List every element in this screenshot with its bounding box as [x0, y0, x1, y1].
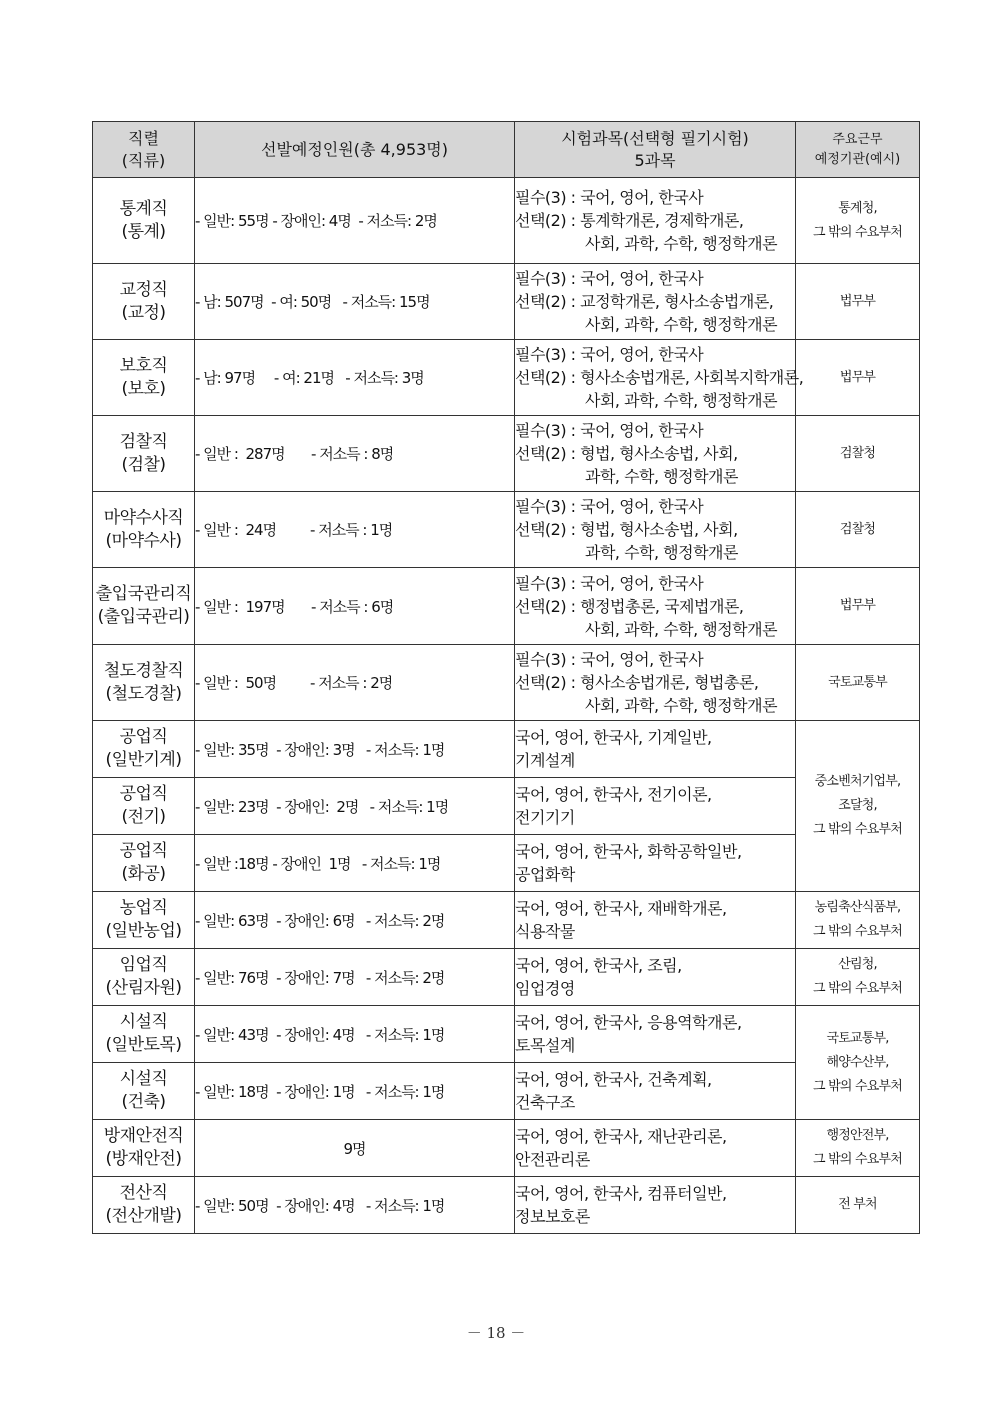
header-job-series-line1: 직렬: [128, 128, 159, 148]
job-series-text: (보호): [121, 378, 166, 399]
job-series-text: 보호직: [119, 355, 168, 376]
table-row: [93, 568, 920, 645]
agency-text: 국토교통부: [828, 674, 887, 690]
agency-text: 법무부: [839, 293, 876, 309]
subject-line: 토목설계: [515, 1036, 575, 1055]
subject-line: 필수(3) : 국어, 영어, 한국사: [515, 421, 704, 440]
agency-text: 전 부처: [838, 1197, 877, 1212]
quota-cell: - 일반: 63명 - 장애인: 6명 - 저소득: 2명: [195, 892, 515, 949]
agency-cell: [796, 1120, 920, 1177]
subjects-cell: [515, 892, 796, 949]
job-series-text: (일반기계): [105, 750, 182, 770]
subject-line: 필수(3) : 국어, 영어, 한국사: [515, 345, 704, 364]
job-series-text: 교정직: [119, 279, 168, 300]
agency-cell: [796, 340, 920, 416]
job-series-text: 공업직: [119, 727, 168, 747]
subject-line: 국어, 영어, 한국사, 컴퓨터일반,: [515, 1184, 727, 1203]
subject-line: 사회, 과학, 수학, 행정학개론: [585, 391, 778, 410]
agency-text: 중소벤처기업부,: [814, 774, 901, 789]
table-row: [93, 178, 920, 264]
header-quota: [195, 122, 515, 178]
agency-cell: [796, 416, 920, 492]
table-row: [93, 949, 920, 1006]
agency-text: 그 밖의 수요부처: [813, 981, 902, 996]
quota-cell: - 일반 : 287명 - 저소득 : 8명: [195, 416, 515, 492]
header-subjects-line2: 5과목: [634, 150, 676, 170]
job-series-text: 방재안전직: [103, 1126, 184, 1146]
subjects-cell: [515, 1006, 796, 1063]
subject-line: 정보보호론: [515, 1207, 590, 1226]
agency-text: 법무부: [839, 598, 876, 613]
agency-cell: [796, 492, 920, 568]
job-series-text: (출입국관리): [97, 607, 190, 627]
subject-line: 기계설계: [515, 751, 575, 770]
subjects-cell: [515, 645, 796, 721]
agency-cell: [796, 1177, 920, 1234]
agency-text: 조달청,: [838, 798, 877, 813]
job-series-text: (일반농업): [105, 921, 182, 941]
subject-line: 선택(2) : 통계학개론, 경제학개론,: [515, 211, 744, 230]
agency-text: 법무부: [839, 369, 876, 385]
job-series-cell: [93, 1006, 195, 1063]
agency-text: 그 밖의 수요부처: [813, 822, 902, 837]
subject-line: 안전관리론: [515, 1150, 590, 1169]
agency-text: 그 밖의 수요부처: [813, 1078, 902, 1094]
agency-text: 해양수산부,: [826, 1054, 889, 1070]
job-series-text: 시설직: [119, 1069, 168, 1089]
header-job-series-line2: (직류): [121, 150, 166, 170]
subjects-cell: [515, 949, 796, 1006]
table-body: [93, 178, 920, 1234]
job-series-text: (일반토목): [105, 1035, 182, 1055]
agency-text: 통계청,: [838, 200, 877, 216]
job-series-cell: [93, 949, 195, 1006]
quota-cell: 9명: [195, 1120, 515, 1177]
quota-cell: - 남: 97명 - 여: 21명 - 저소득: 3명: [195, 340, 515, 416]
header-agency-line1: 주요근무: [832, 131, 883, 147]
table-row: [93, 1177, 920, 1234]
job-series-cell: [93, 645, 195, 721]
job-series-cell: [93, 568, 195, 645]
job-series-text: 공업직: [119, 784, 168, 804]
agency-text: 그 밖의 수요부처: [813, 224, 902, 240]
subject-line: 사회, 과학, 수학, 행정학개론: [585, 619, 778, 639]
subject-line: 국어, 영어, 한국사, 조림,: [515, 956, 682, 975]
job-series-text: (전산개발): [105, 1206, 182, 1226]
job-series-text: (전기): [121, 807, 166, 827]
header-quota-label: 선발예정인원(총 4,953명): [260, 139, 449, 159]
agency-cell: [796, 178, 920, 264]
job-series-cell: [93, 1063, 195, 1120]
subject-line: 국어, 영어, 한국사, 재난관리론,: [515, 1127, 727, 1146]
quota-cell: - 일반: 55명 - 장애인: 4명 - 저소득: 2명: [195, 178, 515, 264]
agency-text: 행정안전부,: [826, 1128, 889, 1143]
subjects-cell: [515, 492, 796, 568]
subjects-cell: [515, 178, 796, 264]
table-row: [93, 492, 920, 568]
subject-line: 선택(2) : 형법, 형사소송법, 사회,: [515, 520, 738, 539]
agency-cell: [796, 892, 920, 949]
job-series-cell: [93, 892, 195, 949]
agency-text: 농림축산식품부,: [814, 900, 901, 915]
job-series-cell: [93, 778, 195, 835]
subjects-cell: [515, 1063, 796, 1120]
subject-line: 필수(3) : 국어, 영어, 한국사: [515, 650, 704, 669]
subject-line: 국어, 영어, 한국사, 응용역학개론,: [515, 1013, 742, 1032]
subject-line: 국어, 영어, 한국사, 재배학개론,: [515, 899, 727, 918]
subjects-cell: [515, 264, 796, 340]
subject-line: 공업화학: [515, 865, 575, 884]
table-row: [93, 645, 920, 721]
subject-line: 전기기기: [515, 808, 575, 827]
job-series-text: 농업직: [119, 898, 168, 918]
subject-line: 선택(2) : 형법, 형사소송법, 사회,: [515, 444, 738, 463]
subject-line: 필수(3) : 국어, 영어, 한국사: [515, 269, 704, 288]
subject-line: 과학, 수학, 행정학개론: [585, 467, 738, 486]
subjects-cell: [515, 778, 796, 835]
table-row: [93, 778, 920, 835]
quota-cell: - 일반: 43명 - 장애인: 4명 - 저소득: 1명: [195, 1006, 515, 1063]
job-series-text: (건축): [121, 1092, 166, 1112]
job-series-cell: [93, 1120, 195, 1177]
subject-line: 필수(3) : 국어, 영어, 한국사: [515, 497, 704, 516]
subject-line: 선택(2) : 교정학개론, 형사소송법개론,: [515, 292, 774, 311]
job-series-text: 마약수사직: [103, 507, 184, 528]
quota-cell: - 일반 : 24명 - 저소득 : 1명: [195, 492, 515, 568]
quota-cell: - 일반: 23명 - 장애인: 2명 - 저소득: 1명: [195, 778, 515, 835]
job-series-text: (교정): [121, 302, 166, 323]
job-series-text: (마약수사): [105, 530, 182, 551]
agency-text: 그 밖의 수요부처: [813, 924, 902, 939]
subjects-cell: [515, 835, 796, 892]
page-number: － 18 －: [466, 1324, 526, 1342]
subjects-cell: [515, 1120, 796, 1177]
quota-cell: - 일반: 76명 - 장애인: 7명 - 저소득: 2명: [195, 949, 515, 1006]
agency-text: 국토교통부,: [826, 1030, 889, 1046]
agency-cell: [796, 1006, 920, 1120]
job-series-text: (방재안전): [105, 1149, 182, 1169]
recruitment-table: [92, 121, 920, 1234]
job-series-text: 공업직: [119, 841, 168, 861]
subjects-cell: [515, 721, 796, 778]
subject-line: 필수(3) : 국어, 영어, 한국사: [515, 573, 704, 593]
subject-line: 건축구조: [515, 1093, 575, 1112]
job-series-cell: [93, 264, 195, 340]
subject-line: 필수(3) : 국어, 영어, 한국사: [515, 188, 704, 207]
table-row: [93, 264, 920, 340]
subject-line: 국어, 영어, 한국사, 전기이론,: [515, 785, 712, 804]
subject-line: 식용작물: [515, 922, 575, 941]
job-series-text: 통계직: [119, 198, 168, 219]
agency-cell: [796, 645, 920, 721]
header-agency-line2: 예정기관(예시): [814, 151, 901, 167]
agency-cell: [796, 264, 920, 340]
quota-cell: - 일반 : 50명 - 저소득 : 2명: [195, 645, 515, 721]
subjects-cell: [515, 568, 796, 645]
job-series-text: 임업직: [119, 955, 168, 975]
job-series-cell: [93, 721, 195, 778]
table-row: [93, 1006, 920, 1063]
job-series-cell: [93, 416, 195, 492]
job-series-text: 출입국관리직: [95, 584, 192, 604]
subjects-cell: [515, 416, 796, 492]
subject-line: 국어, 영어, 한국사, 기계일반,: [515, 728, 712, 747]
job-series-text: (통계): [121, 221, 166, 242]
subject-line: 국어, 영어, 한국사, 건축계획,: [515, 1070, 712, 1089]
header-job-series: [93, 122, 195, 178]
agency-cell: [796, 568, 920, 645]
subject-line: 사회, 과학, 수학, 행정학개론: [585, 696, 778, 715]
agency-text: 그 밖의 수요부처: [813, 1152, 902, 1167]
header-agency: [796, 122, 920, 178]
job-series-cell: [93, 1177, 195, 1234]
agency-text: 산림청,: [838, 957, 877, 972]
header-subjects-line1: 시험과목(선택형 필기시험): [561, 128, 749, 148]
table-row: [93, 1120, 920, 1177]
table-row: [93, 340, 920, 416]
job-series-text: 전산직: [119, 1183, 168, 1203]
subject-line: 과학, 수학, 행정학개론: [585, 543, 738, 562]
job-series-text: (검찰): [121, 454, 166, 475]
subject-line: 선택(2) : 형사소송법개론, 사회복지학개론,: [515, 368, 804, 387]
job-series-cell: [93, 340, 195, 416]
subject-line: 선택(2) : 형사소송법개론, 형법총론,: [515, 673, 759, 692]
quota-cell: - 일반: 18명 - 장애인: 1명 - 저소득: 1명: [195, 1063, 515, 1120]
agency-cell: [796, 721, 920, 892]
subjects-cell: [515, 340, 804, 416]
table-row: [93, 416, 920, 492]
table-header-row: [93, 122, 920, 178]
subjects-cell: [515, 1177, 796, 1234]
job-series-text: (화공): [121, 864, 166, 884]
job-series-text: 시설직: [119, 1012, 168, 1032]
quota-cell: - 일반 :18명 - 장애인 1명 - 저소득: 1명: [195, 835, 515, 892]
table-row: [93, 892, 920, 949]
quota-cell: - 일반: 50명 - 장애인: 4명 - 저소득: 1명: [195, 1177, 515, 1234]
job-series-text: (철도경찰): [105, 683, 182, 704]
table-row: [93, 721, 920, 778]
table-row: [93, 835, 920, 892]
job-series-text: 검찰직: [119, 431, 168, 452]
job-series-text: 철도경찰직: [103, 660, 184, 681]
table-row: [93, 1063, 920, 1120]
subject-line: 사회, 과학, 수학, 행정학개론: [585, 234, 778, 253]
quota-cell: - 일반 : 197명 - 저소득 : 6명: [195, 568, 515, 645]
subject-line: 국어, 영어, 한국사, 화학공학일반,: [515, 842, 742, 861]
agency-text: 검찰청: [839, 445, 876, 461]
quota-cell: - 남: 507명 - 여: 50명 - 저소득: 15명: [195, 264, 515, 340]
job-series-cell: [93, 492, 195, 568]
subject-line: 임업경영: [515, 979, 575, 998]
job-series-text: (산림자원): [105, 978, 182, 998]
agency-text: 검찰청: [839, 521, 876, 537]
job-series-cell: [93, 178, 195, 264]
subject-line: 사회, 과학, 수학, 행정학개론: [585, 315, 778, 334]
job-series-cell: [93, 835, 195, 892]
agency-cell: [796, 949, 920, 1006]
subject-line: 선택(2) : 행정법총론, 국제법개론,: [515, 596, 744, 616]
quota-cell: - 일반: 35명 - 장애인: 3명 - 저소득: 1명: [195, 721, 515, 778]
header-subjects: [515, 122, 796, 178]
